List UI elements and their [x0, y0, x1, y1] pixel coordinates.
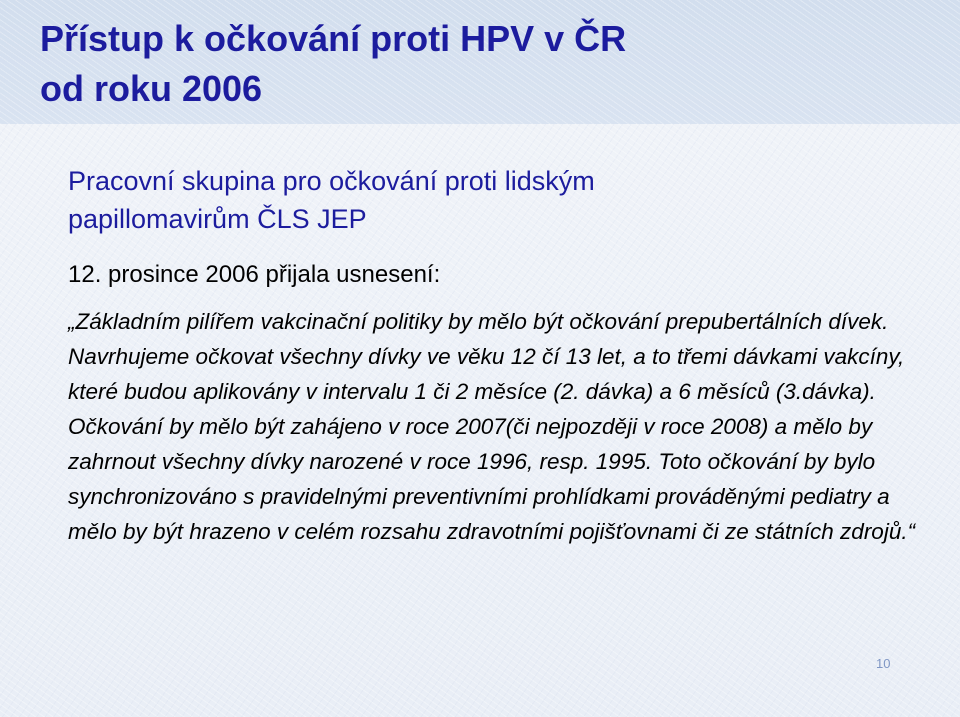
- closing-quote: “: [907, 519, 916, 544]
- working-group-name: [68, 162, 928, 238]
- resolution-date: 12. prosince 2006 přijala usnesení:: [68, 261, 441, 288]
- resolution-text-3: Očkování by mělo být zahájeno v roce 2007(či nejpozději v roce 2008) a mělo by zahrnout všechny dívky narozené v roce 1996, resp. 1995.: [68, 414, 873, 474]
- resolution-text-4: Toto očkování by bylo synchronizováno s pravidelnými preventivními prohlídkami prováděnými pediatry a mělo by být hrazeno v celém rozsahu zdravotními pojišťovnami či ze státních zdrojů.: [68, 449, 908, 544]
- slide-title: [40, 14, 920, 114]
- slide-content: [68, 162, 928, 549]
- resolution-text-2: Navrhujeme očkovat všechny dívky ve věku 12 čí 13 let, a to třemi dávkami vakcíny, které budou aplikovány v intervalu 1 či 2 měsíce (2. dávka) a 6 měsíců (3.dávka).: [68, 344, 905, 404]
- resolution-text-1: „Základním pilířem vakcinační politiky by mělo být očkování prepubertálních dívek.: [68, 309, 889, 334]
- slide-title-line-2: od roku 2006: [40, 68, 263, 109]
- resolution-quote: [68, 304, 928, 549]
- slide-title-line-1: Přístup k očkování proti HPV v ČR: [40, 18, 627, 59]
- working-group-line-1: Pracovní skupina pro očkování proti lidským: [68, 166, 595, 196]
- working-group-line-2: papillomavirům ČLS JEP: [68, 204, 367, 234]
- page-number: 10: [876, 656, 891, 671]
